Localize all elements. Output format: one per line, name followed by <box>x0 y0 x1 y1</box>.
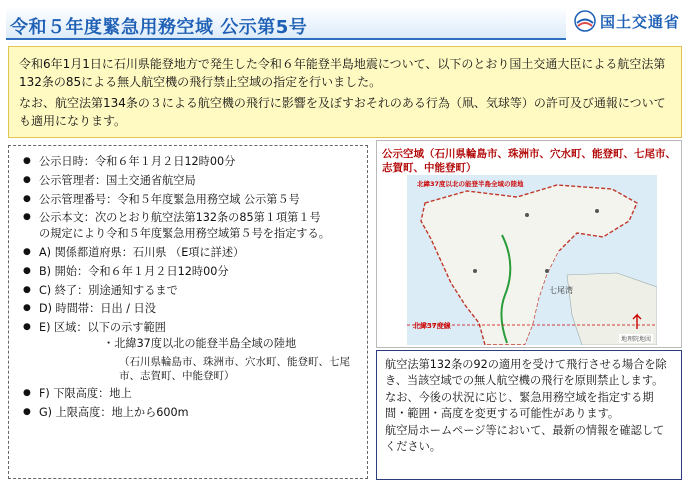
detail-f: ● F) 下限高度：地上 <box>23 386 357 402</box>
notice-paragraph-1: 令和6年1月1日に石川県能登地方で発生した令和６年能登半島地震について、以下のとおり国土交通大臣による航空法第132条の85による無人航空機の飛行禁止空域の指定を行いました。 <box>19 57 666 89</box>
noto-peninsula-map <box>407 175 657 345</box>
map-legend: 北緯37度以北の能登半島全域の陸地 <box>417 180 524 188</box>
remarks-box <box>376 350 682 480</box>
detail-g: ● G) 上限高度：地上から600m <box>23 405 357 421</box>
detail-number: ● 公示管理番号：令和５年度緊急用務空域 公示第５号 <box>23 192 357 208</box>
mlit-logo <box>574 10 680 32</box>
title-band <box>6 6 566 40</box>
remarks-paragraph-2: なお、今後の状況に応じ、緊急用務空域を指定する期間・範囲・高度を変更する可能性があります。 <box>385 391 654 420</box>
detail-body-line-2: の規定により令和５年度緊急用務空域第５号を指定する。 <box>39 227 330 241</box>
remarks-paragraph-3: 航空局ホームページ等において、最新の情報を確認してください。 <box>385 424 665 453</box>
detail-e-cities: （石川県輪島市、珠洲市、穴水町、能登町、七尾市、志賀町、中能登町） <box>119 355 350 382</box>
notice-box <box>8 46 682 138</box>
details-list <box>23 154 357 421</box>
detail-manager: ● 公示管理者：国土交通省航空局 <box>23 173 357 189</box>
details-box <box>8 145 368 479</box>
detail-d: ● D) 時間帯：日出 / 日没 <box>23 301 357 317</box>
header <box>6 6 684 42</box>
latitude-label: 北緯37度線 <box>413 322 451 330</box>
airspace-map <box>407 175 657 345</box>
detail-date: ● 公示日時：令和６年１月２日12時00分 <box>23 154 357 170</box>
detail-body <box>23 210 357 242</box>
detail-c: ● C) 終了：別途通知するまで <box>23 283 357 299</box>
logo-text: 国土交通省 <box>599 12 680 31</box>
detail-e <box>23 320 357 383</box>
detail-b: ● B) 開始：令和６年１月２日12時00分 <box>23 264 357 280</box>
mlit-logo-icon <box>574 10 596 32</box>
map-source-label: 地理院地図 <box>620 336 651 343</box>
detail-a: ● A) 関係都道府県：石川県 （E項に詳述） <box>23 245 357 261</box>
notice-paragraph-2: なお、航空法第134条の３による航空機の飛行に影響を及ぼすおそれのある行為（凧、気球等）の許可及び通報についても適用になります。 <box>19 96 666 128</box>
detail-e-sub: ・北緯37度以北の能登半島全域の陸地 <box>103 336 297 350</box>
map-title: 公示空域（石川県輪島市、珠洲市、穴水町、能登町、七尾市、志賀町、中能登町） <box>382 148 676 174</box>
page-title: 令和５年度緊急用務空域 公示第5号 <box>10 17 308 38</box>
detail-body-line-1: ● 公示本文：次のとおり航空法第132条の85第１項第１号 <box>39 211 321 225</box>
bay-label: 七尾湾 <box>549 286 573 295</box>
remarks-paragraph-1: 航空法第132条の92の適用を受けて飛行させる場合を除き、当該空域での無人航空機の飛行を原則禁止します。 <box>385 358 667 387</box>
map-panel <box>376 140 682 348</box>
detail-e-label: ● E) 区域：以下の示す範囲 <box>39 321 166 335</box>
